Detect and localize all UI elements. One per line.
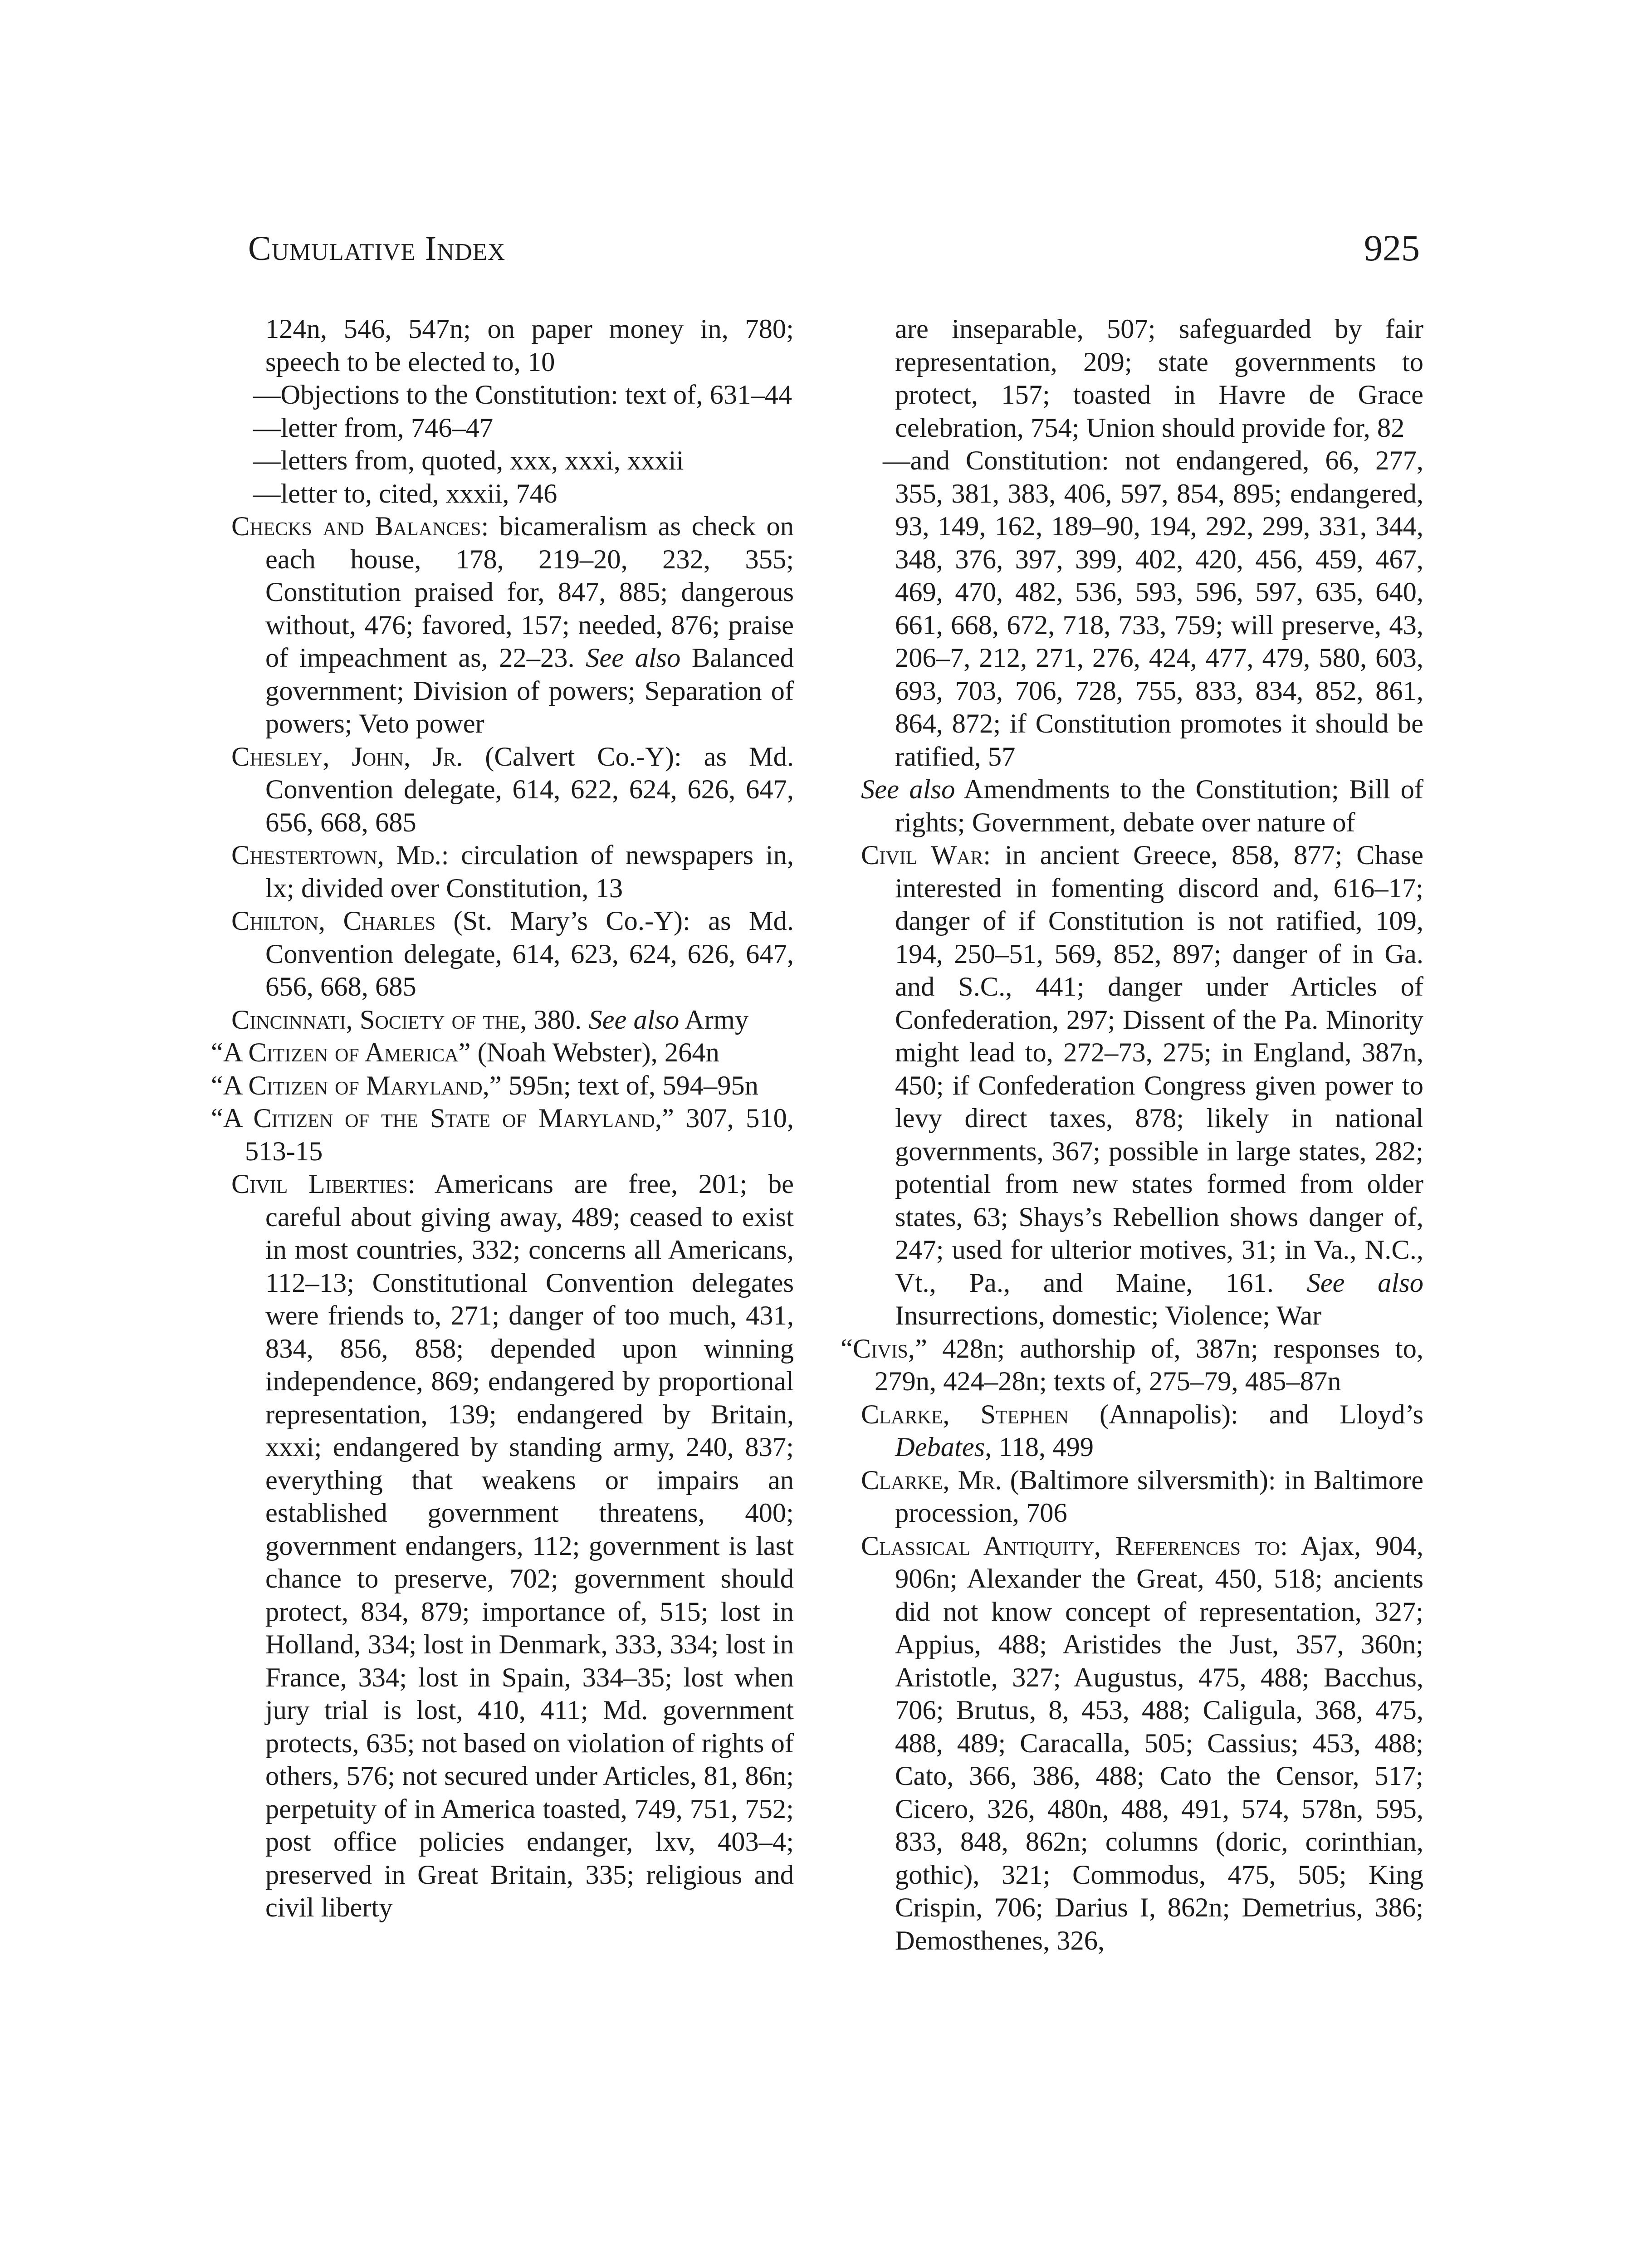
entry-text: are inseparable, 507; safeguarded by fair representation, 209; state governments to protect, 157; toasted in Havre de Grace celebration, 754; Union should provide for, 82 xyxy=(895,314,1423,443)
index-entry xyxy=(231,313,794,379)
entry-text: : circulation of newspapers in, lx; divided over Constitution, 13 xyxy=(265,840,794,904)
entry-italic: See also xyxy=(1306,1267,1423,1298)
entry-text: —Objections to the Constitution: text of, 631–44 xyxy=(253,380,792,410)
entry-text: : Ajax, 904, 906n; Alexander the Great, 450, 518; ancients did not know concept of representation, 327; Appius, 488; Aristides the Just, 357, 360n; Aristotle, 327; Augustus, 475, 488; Bacchus, 706; Brutus, 8, 453, 488; Caligula, 368, 475, 488, 489; Caracalla, 505; Cassius; 453, 488; Cato, 366, 386, 488; Cato the Censor, 517; Cicero, 326, 480n, 488, 491, 574, 578n, 595, 833, 848, 862n; columns (doric, corinthian, gothic), 321; Commodus, 475, 505; King Crispin, 706; Darius I, 862n; Demetrius, 386; Demosthenes, 326, xyxy=(895,1530,1424,1956)
entry-heading: Chilton, Charles xyxy=(231,906,436,936)
page-number: 925 xyxy=(1364,227,1420,269)
entry-heading: Civil Liberties xyxy=(231,1169,408,1199)
entry-text: Amendments to the Constitution; Bill of rights; Government, debate over nature of xyxy=(895,774,1424,838)
entry-text: —letter from, 746–47 xyxy=(253,412,494,443)
entry-text: (Baltimore silversmith): in Baltimore procession, 706 xyxy=(895,1465,1423,1528)
entry-heading: Checks and Balances xyxy=(231,511,481,542)
left-column xyxy=(211,313,794,1925)
index-entry xyxy=(861,313,1423,445)
entry-text: 124n, 546, 547n; on paper money in, 780; speech to be elected to, 10 xyxy=(265,314,794,377)
right-column xyxy=(841,313,1424,1957)
index-entry xyxy=(861,773,1423,839)
entry-heading: Clarke, Mr. xyxy=(861,1465,1002,1496)
index-entry xyxy=(231,478,794,511)
index-entry xyxy=(861,1398,1423,1464)
index-entry xyxy=(231,905,794,1004)
entry-text: —and Constitution: not endangered, 66, 277, 355, 381, 383, 406, 597, 854, 895; endangered, 93, 149, 162, 189–90, 194, 292, 299, 331, 344, 348, 376, 397, 399, 402, 420, 456, 459, 467, 469, 470, 482, 536, 593, 596, 597, 635, 640, 661, 668, 672, 718, 733, 759; will preserve, 43, 206–7, 212, 271, 276, 424, 477, 479, 580, 603, 693, 703, 706, 728, 755, 833, 834, 852, 861, 864, 872; if Constitution promotes it should be ratified, 57 xyxy=(883,445,1423,772)
index-entry xyxy=(231,445,794,478)
entry-text: “A xyxy=(211,1070,249,1101)
entry-text: , 118, 499 xyxy=(985,1432,1094,1462)
entry-text: “A xyxy=(211,1103,254,1134)
index-entry xyxy=(231,412,794,445)
entry-heading: Citizen of Maryland xyxy=(248,1070,483,1101)
entry-text: : in ancient Greece, 858, 877; Chase interested in fomenting discord and, 616–17; danger of if Constitution is not ratified, 109, 194, 250–51, 569, 852, 897; danger of in Ga. and S.C., 441; danger under Articles of Confederation, 297; Dissent of the Pa. Minority might lead to, 272–73, 275; in England, 387n, 450; if Confederation Congress given power to levy direct taxes, 878; likely in national governments, 367; possible in large states, 282; potential from new states formed from older states, 63; Shays’s Rebellion shows danger of, 247; used for ulterior motives, 31; in Va., N.C., Vt., Pa., and Maine, 161. xyxy=(895,840,1423,1298)
running-head: Cumulative Index xyxy=(248,230,506,268)
index-entry xyxy=(861,1464,1423,1530)
entry-text: : Americans are free, 201; be careful about giving away, 489; ceased to exist in most countries, 332; concerns all Americans, 112–13; Constitutional Convention delegates were friends to, 271; danger of too much, 431, 834, 856, 858; depended upon winning independence, 869; endangered by proportional representation, 139; endangered by Britain, xxxi; endangered by standing army, 240, 837; everything that weakens or impairs an established government threatens, 400; government endangers, 112; government is last chance to preserve, 702; government should protect, 834, 879; importance of, 515; lost in Holland, 334; lost in Denmark, 333, 334; lost in France, 334; lost in Spain, 334–35; lost when jury trial is lost, 410, 411; Md. government protects, 635; not based on violation of rights of others, 576; not secured under Articles, 81, 86n; perpetuity of in America toasted, 749, 751, 752; post office policies endanger, lxv, 403–4; preserved in Great Britain, 335; religious and civil liberty xyxy=(265,1169,794,1923)
index-entry xyxy=(231,510,794,741)
entry-text: : bicameralism as check on each house, 178, 219–20, 232, 355; Constitution praised for, 847, 885; dangerous without, 476; favored, 157; needed, 876; praise of impeachment as, 22–23. xyxy=(265,511,794,673)
index-entry xyxy=(231,741,794,840)
entry-italic: See also xyxy=(861,774,955,805)
index-entry xyxy=(231,379,794,412)
index-entry xyxy=(861,1530,1423,1958)
entry-text: “A xyxy=(211,1037,249,1068)
entry-heading: Cincinnati, Society of the xyxy=(231,1004,520,1035)
index-entry xyxy=(231,839,794,905)
entry-heading: Citizen of the State of Maryland xyxy=(253,1103,655,1134)
index-entry xyxy=(841,1333,1423,1398)
entry-text: ,” 428n; authorship of, 387n; responses to, 279n, 424–28n; texts of, 275–79, 485–87n xyxy=(875,1333,1423,1397)
entry-text: ” (Noah Webster), 264n xyxy=(458,1037,719,1068)
entry-text: ,” 595n; text of, 594–95n xyxy=(482,1070,758,1101)
index-entry xyxy=(231,1168,794,1925)
entry-text: “ xyxy=(841,1333,853,1364)
entry-text: Insurrections, domestic; Violence; War xyxy=(895,1300,1322,1331)
entry-heading: Citizen of America xyxy=(248,1037,459,1068)
entry-text: —letter to, cited, xxxii, 746 xyxy=(253,478,557,509)
entry-text: —letters from, quoted, xxx, xxxi, xxxii xyxy=(253,445,684,476)
index-entry xyxy=(211,1036,794,1070)
entry-text: (Annapolis): and Lloyd’s xyxy=(1069,1399,1424,1430)
entry-heading: Civil War xyxy=(861,840,983,870)
entry-heading: Classical Antiquity, References to xyxy=(861,1530,1281,1561)
entry-italic: See also xyxy=(588,1004,680,1035)
entry-text: ,” 307, 510, 513-15 xyxy=(245,1103,794,1167)
entry-heading: Chesley, John, Jr. xyxy=(231,741,463,772)
entry-heading: Civis xyxy=(852,1333,908,1364)
entry-text: Army xyxy=(679,1004,749,1035)
entry-italic: See also xyxy=(586,643,681,673)
entry-text: (Calvert Co.-Y): as Md. Convention delegate, 614, 622, 624, 626, 647, 656, 668, 685 xyxy=(265,741,794,838)
index-entry xyxy=(231,1004,794,1037)
entry-italic: Debates xyxy=(895,1432,985,1462)
entry-text: , 380. xyxy=(520,1004,589,1035)
index-entry xyxy=(861,445,1423,773)
index-entry xyxy=(211,1102,794,1168)
entry-heading: Clarke, Stephen xyxy=(861,1399,1069,1430)
entry-text: (St. Mary’s Co.-Y): as Md. Convention delegate, 614, 623, 624, 626, 647, 656, 668, 685 xyxy=(265,906,794,1002)
entry-heading: Chestertown, Md. xyxy=(231,840,441,870)
index-entry xyxy=(211,1070,794,1103)
entry-text: Balanced government; Division of powers; Separation of powers; Veto power xyxy=(265,643,794,739)
index-entry xyxy=(861,839,1423,1333)
